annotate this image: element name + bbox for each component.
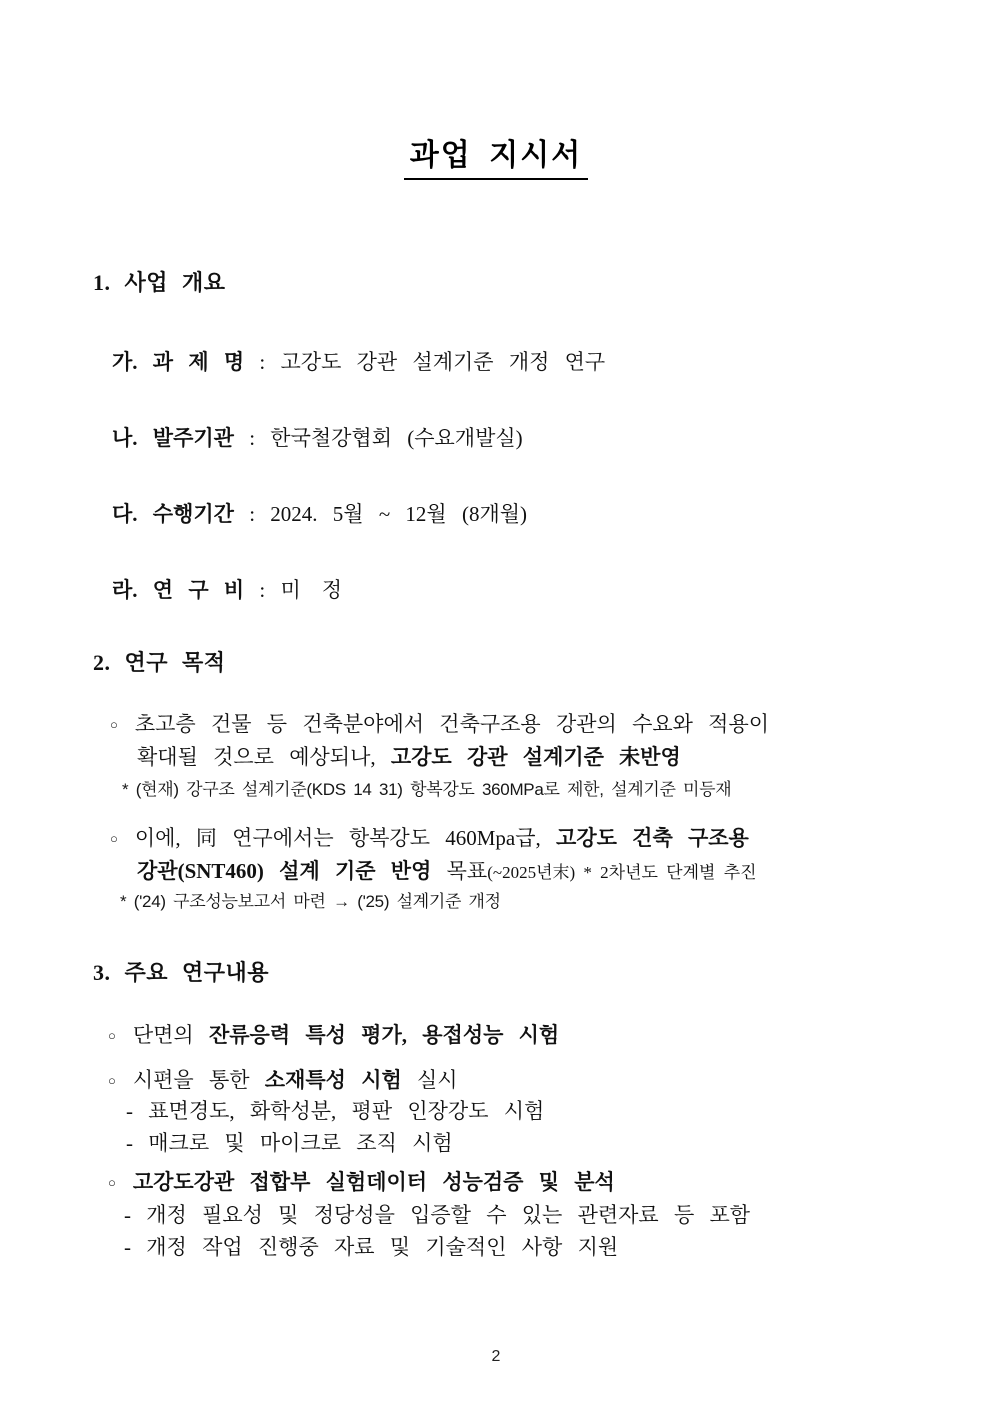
circle-bullet-icon: ○: [110, 717, 118, 732]
footnote-yearly-plan: * ('24) 구조성능보고서 마련 → ('25) 설계기준 개정: [120, 892, 501, 911]
bullet-text: 시편을 통한: [132, 1068, 265, 1092]
bullet-text: 실시: [401, 1068, 458, 1092]
circle-bullet-icon: ○: [110, 831, 118, 846]
circle-bullet-icon: ○: [108, 1028, 116, 1043]
bullet-joint-verification: [108, 1168, 615, 1196]
bullet-demand-expansion-line2: [137, 743, 681, 771]
section-2-heading: 2. 연구 목적: [93, 650, 226, 675]
item-value: 한국철강협회 (수요개발실): [270, 426, 523, 450]
bullet-text-bold: 고강도 건축 구조용: [556, 826, 749, 850]
bullet-text-bold: 고강도 강관 설계기준 未반영: [390, 745, 681, 769]
bullet-text-small: (~2025년末) * 2차년도 단계별 추진: [487, 863, 757, 882]
footnote-current-standard: * (현재) 강구조 설계기준(KDS 14 31) 항복강도 360MPa로 제한, 설계기준 미등재: [122, 780, 732, 799]
bullet-text-bold: 소재특성 시험: [264, 1068, 402, 1092]
sub-item-technical-support: - 개정 작업 진행중 자료 및 기술적인 사항 지원: [124, 1235, 619, 1259]
bullet-text: 확대될 것으로 예상되나,: [137, 745, 391, 769]
bullet-demand-expansion-line1: [110, 710, 769, 738]
bullet-text: 초고층 건물 등 건축분야에서 건축구조용 강관의 수요와 적용이: [134, 712, 770, 736]
sub-item-macro-micro: - 매크로 및 마이크로 조직 시험: [126, 1131, 453, 1155]
item-value: 미 정: [280, 578, 343, 602]
item-separator: :: [233, 426, 271, 450]
item-separator: :: [244, 578, 281, 602]
item-label: 라. 연 구 비: [112, 578, 245, 602]
bullet-residual-stress: [108, 1021, 559, 1049]
bullet-research-goal-line1: [110, 824, 749, 852]
circle-bullet-icon: ○: [108, 1073, 116, 1088]
item-label: 나. 발주기관: [112, 426, 234, 450]
item-research-budget: [112, 576, 342, 604]
section-3-heading: 3. 주요 연구내용: [93, 960, 270, 985]
bullet-text: 단면의: [132, 1023, 209, 1047]
item-separator: :: [233, 502, 271, 526]
bullet-material-test: [108, 1066, 458, 1094]
sub-item-surface-hardness: - 표면경도, 화학성분, 평판 인장강도 시험: [126, 1099, 545, 1123]
page-number: 2: [491, 1348, 501, 1365]
bullet-text-bold: 잔류응력 특성 평가, 용접성능 시험: [208, 1023, 560, 1047]
bullet-text-bold: 고강도강관 접합부 실험데이터 성능검증 및 분석: [132, 1170, 615, 1194]
bullet-text: 이에, 同 연구에서는 항복강도 460Mpa급,: [134, 826, 557, 850]
item-separator: :: [244, 350, 281, 374]
item-value: 고강도 강관 설계기준 개정 연구: [280, 350, 606, 374]
bullet-text-bold: 강관(SNT460) 설계 기준 반영: [137, 859, 432, 883]
doc-title: 과업 지시서: [404, 130, 588, 180]
item-label: 가. 과 제 명: [112, 350, 245, 374]
item-value: 2024. 5월 ~ 12월 (8개월): [270, 502, 528, 526]
item-duration: [112, 500, 527, 528]
title-row: [0, 130, 992, 180]
sub-item-related-materials: - 개정 필요성 및 정당성을 입증할 수 있는 관련자료 등 포함: [124, 1203, 751, 1227]
circle-bullet-icon: ○: [108, 1175, 116, 1190]
bullet-research-goal-line2: [137, 857, 757, 885]
item-project-name: [112, 348, 605, 376]
item-ordering-agency: [112, 424, 523, 452]
bullet-text: 목표: [431, 859, 488, 883]
section-1-heading: 1. 사업 개요: [93, 270, 226, 295]
item-label: 다. 수행기간: [112, 502, 234, 526]
